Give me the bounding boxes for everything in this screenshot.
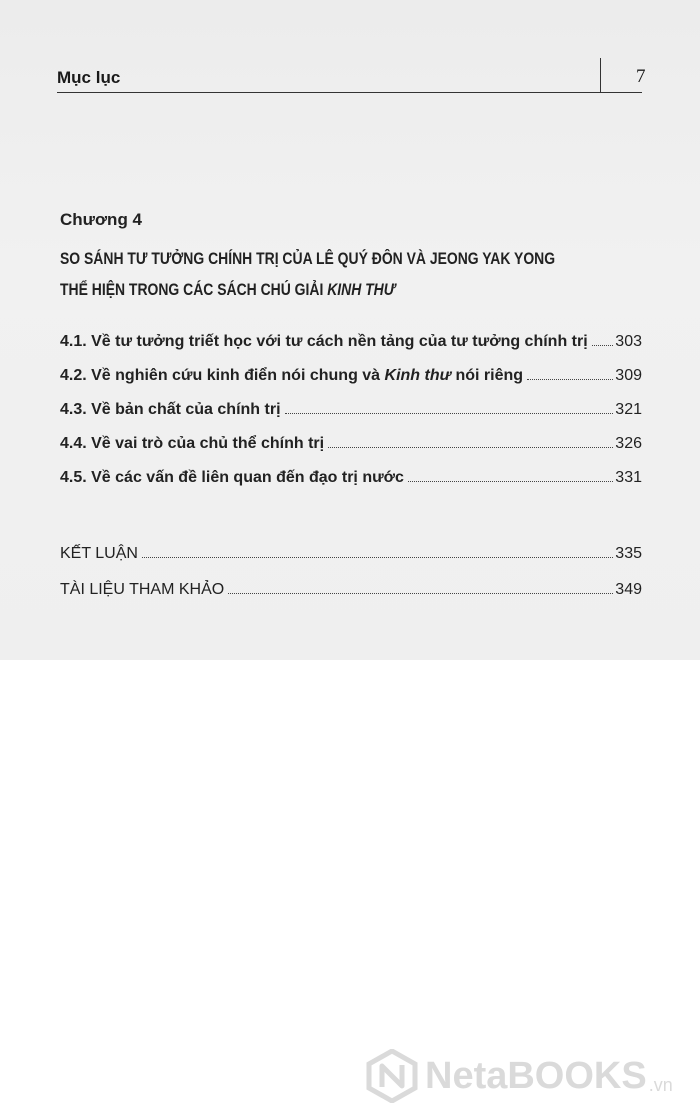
toc-entry-label-suffix: nói riêng [451,367,524,384]
toc-entry-page: 309 [615,367,642,384]
toc-entry-page: 326 [615,435,642,452]
watermark-text: NetaBOOKS [425,1054,647,1097]
toc-entry-label-prefix: 4.2. Về nghiên cứu kinh điển nói chung và [60,367,385,384]
chapter-title-line-2-text: THỂ HIỆN TRONG CÁC SÁCH CHÚ GIẢI [60,280,328,299]
dot-leader [328,447,613,448]
toc-entry-4-4[interactable] [60,435,642,469]
netabooks-watermark [365,1048,673,1104]
backmatter-list [60,545,642,617]
toc-entry-label: KẾT LUẬN [60,545,138,562]
dot-leader [527,379,613,380]
toc-entry-book-name: Kinh thư [384,367,452,384]
toc-entry-4-1[interactable] [60,333,642,367]
watermark-suffix: .vn [648,1075,673,1095]
toc-entry-label: 4.1. Về tư tưởng triết học với tư cách nền tảng của tư tưởng chính trị [60,333,588,350]
dot-leader [228,593,613,594]
toc-entry-4-2[interactable] [60,367,642,401]
toc-entry-4-3[interactable] [60,401,642,435]
chapter-title-line-2 [60,274,519,305]
toc-entry-conclusion[interactable] [60,545,642,581]
toc-entry-label: TÀI LIỆU THAM KHẢO [60,581,225,598]
chapter-title-book-name: KINH THƯ [327,280,395,299]
dot-leader [285,413,614,414]
chapter-title [60,243,556,305]
toc-entry-label: 4.4. Về vai trò của chủ thể chính trị [60,435,325,452]
header-divider [600,58,601,92]
toc-entry-references[interactable] [60,581,642,617]
dot-leader [142,557,613,558]
table-of-contents [60,333,642,503]
toc-entry-page: 321 [615,401,642,418]
chapter-label: Chương 4 [60,210,143,229]
dot-leader [408,481,613,482]
netabooks-logo-icon [365,1049,419,1103]
running-header-title: Mục lục [57,68,121,87]
toc-entry-page: 335 [615,545,642,562]
header-rule [57,92,642,93]
toc-entry-page: 331 [615,469,642,486]
toc-entry-page: 349 [615,581,642,598]
chapter-title-line-1: SO SÁNH TƯ TƯỞNG CHÍNH TRỊ CỦA LÊ QUÝ ĐÔN VÀ JEONG YAK YONG [60,249,556,268]
toc-entry-label [60,367,523,385]
toc-entry-page: 303 [615,333,642,350]
page-number: 7 [636,66,646,87]
toc-entry-4-5[interactable] [60,469,642,503]
toc-entry-label: 4.5. Về các vấn đề liên quan đến đạo trị nước [60,469,404,486]
dot-leader [592,345,614,346]
toc-entry-label: 4.3. Về bản chất của chính trị [60,401,281,418]
